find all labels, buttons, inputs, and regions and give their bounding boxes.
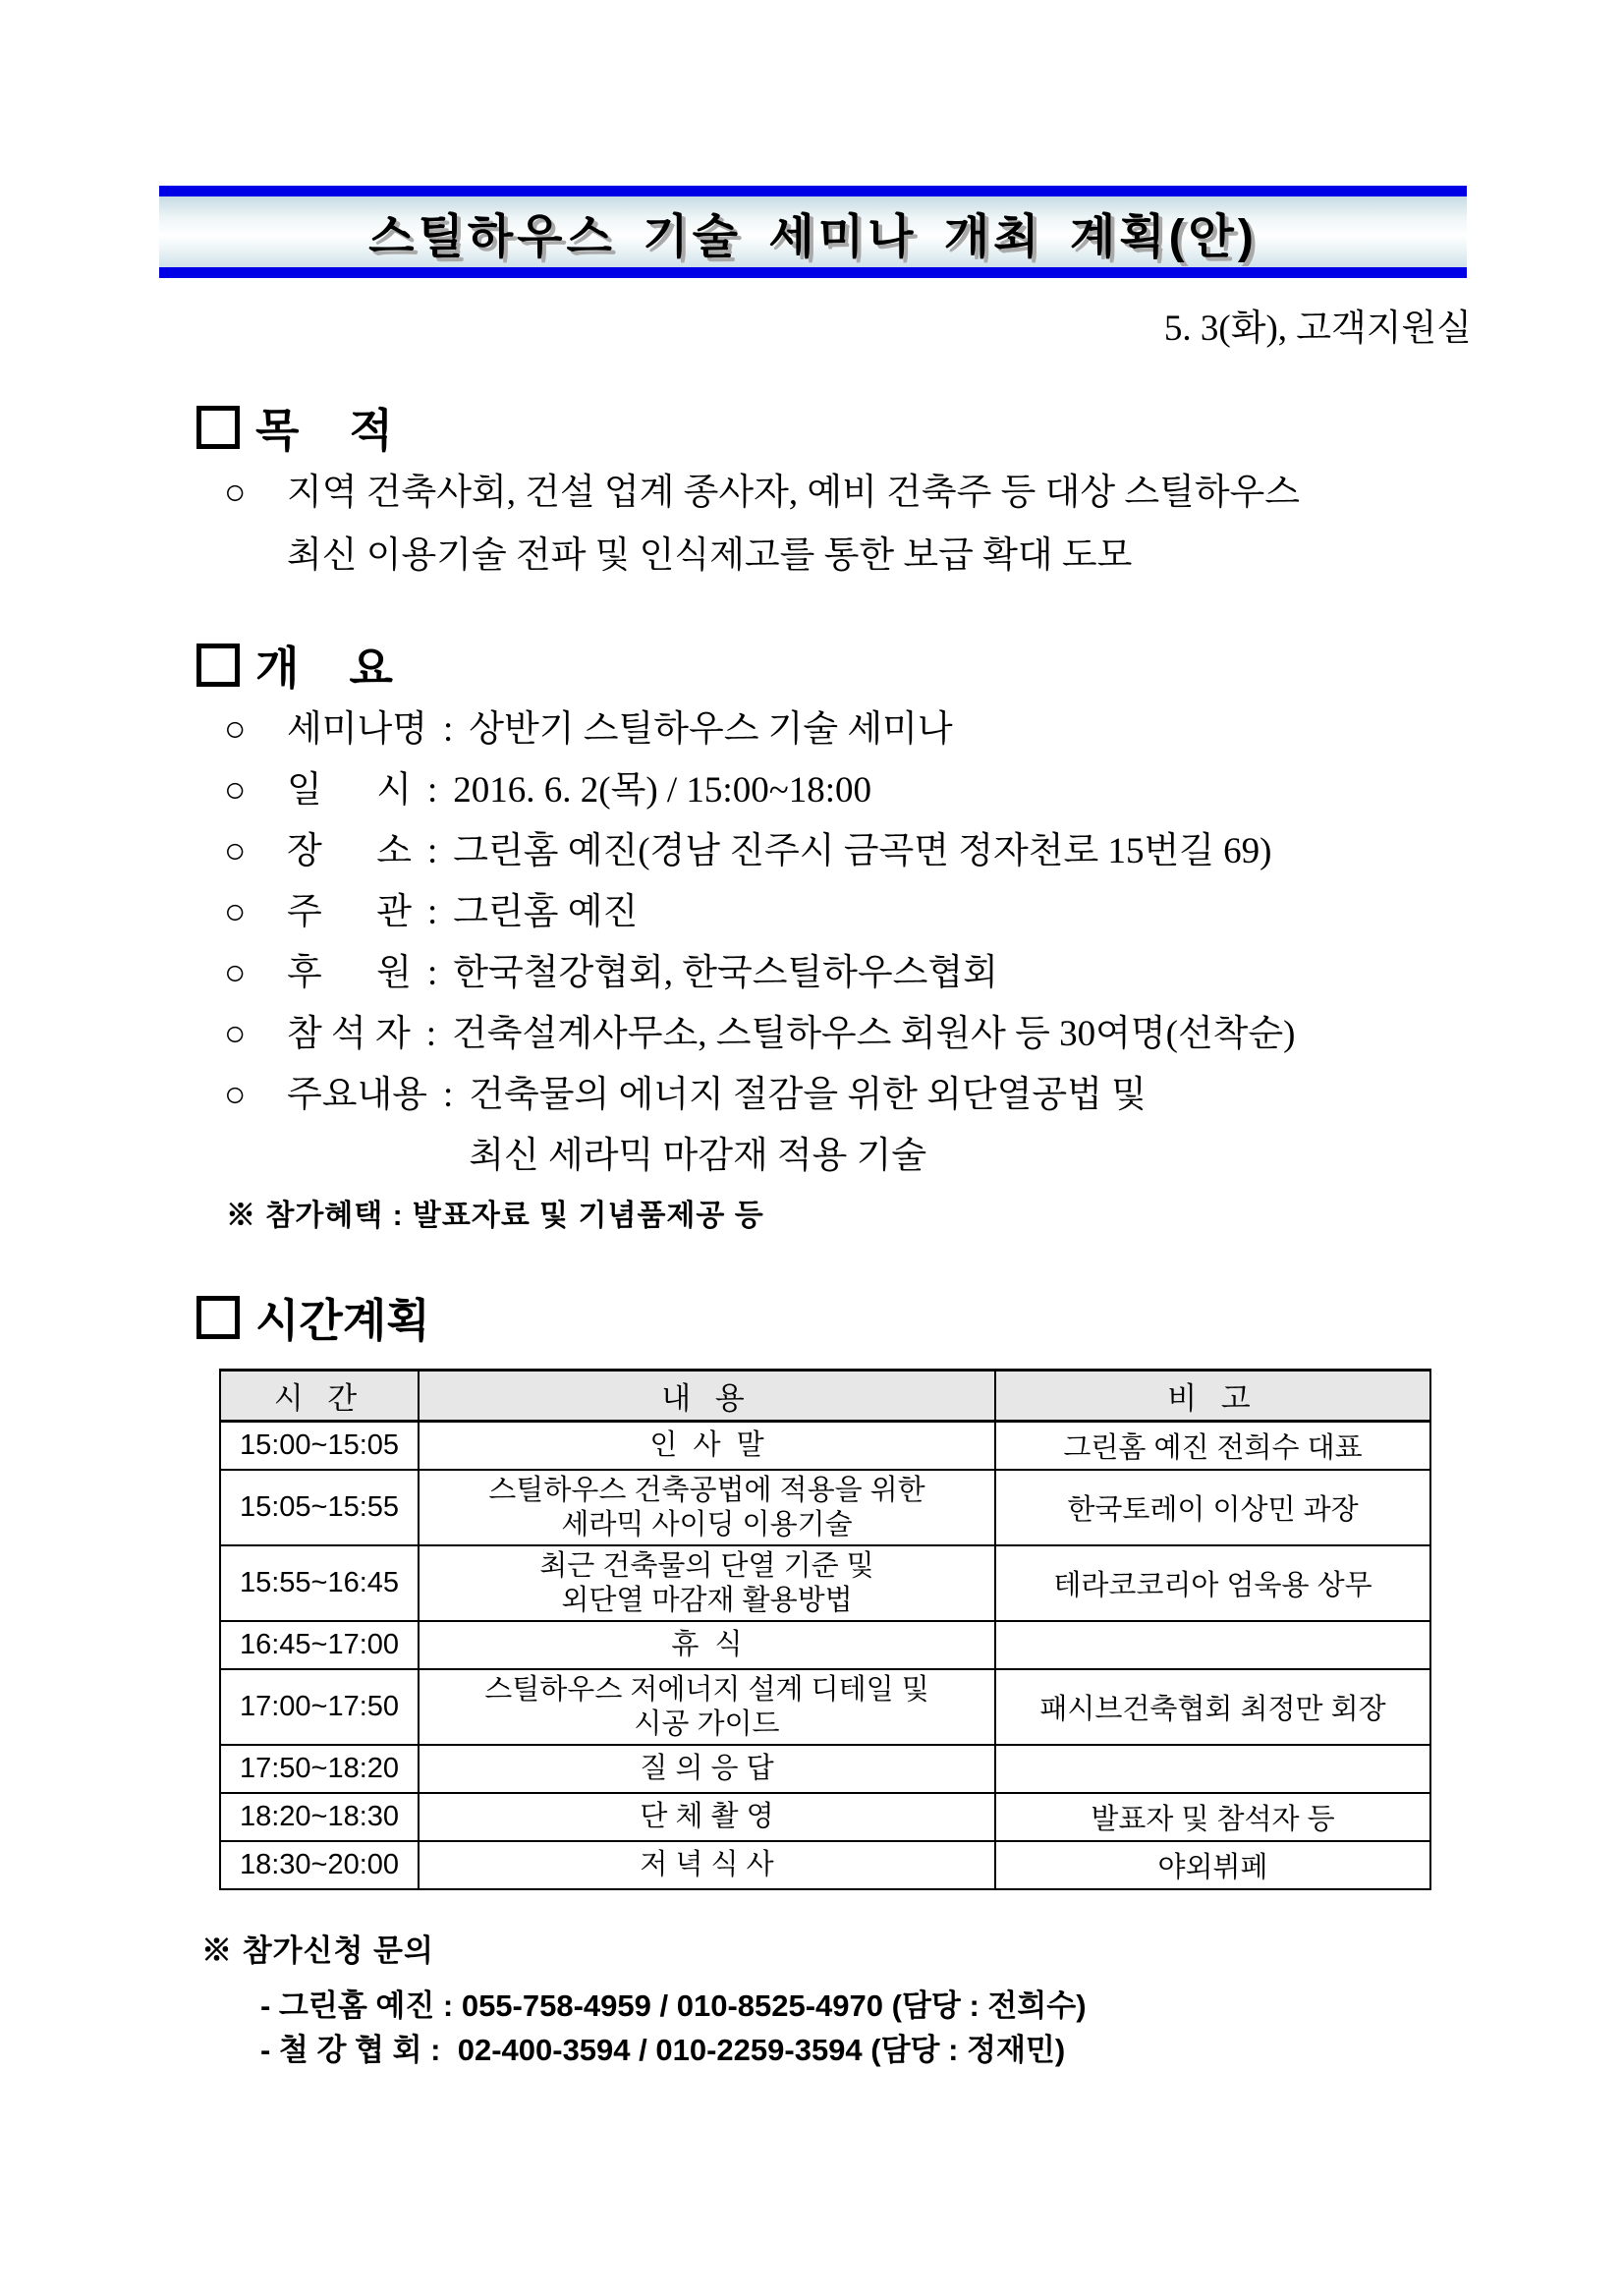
session-content-cell bbox=[419, 1745, 995, 1793]
overview-item-value bbox=[453, 760, 871, 821]
table-row bbox=[220, 1745, 1430, 1793]
content-line: 최근 건축물의 단열 기준 및 bbox=[539, 1549, 874, 1582]
session-content-cell bbox=[419, 1669, 995, 1745]
overview-item-value bbox=[453, 821, 1271, 882]
overview-item-separator: : bbox=[426, 892, 438, 932]
overview-value-line: 건축설계사무소, 스틸하우스 회원사 등 30여명(선착순) bbox=[452, 1014, 1296, 1054]
section-heading-purpose bbox=[196, 395, 393, 460]
section-heading-overview bbox=[196, 633, 393, 698]
session-content-cell bbox=[419, 1470, 995, 1545]
overview-item-value bbox=[453, 882, 638, 943]
circle-bullet-icon: ○ bbox=[224, 770, 247, 811]
overview-value-line: 한국철강협회, 한국스틸하우스협회 bbox=[453, 953, 998, 993]
session-note-cell: 한국토레이 이상민 과장 bbox=[995, 1470, 1430, 1545]
overview-item-separator: : bbox=[442, 1075, 454, 1115]
banner-background bbox=[159, 196, 1467, 267]
overview-value-line: 2016. 6. 2(목) / 15:00~18:00 bbox=[453, 770, 872, 811]
date-department-line: 5. 3(화), 고객지원실 bbox=[1163, 308, 1472, 349]
circle-bullet-icon: ○ bbox=[224, 892, 247, 932]
overview-value-line: 건축물의 에너지 절감을 위한 외단열공법 및 bbox=[469, 1075, 1147, 1115]
overview-item bbox=[224, 700, 1521, 760]
overview-item bbox=[224, 943, 1521, 1004]
session-note-cell: 패시브건축협회 최정만 회장 bbox=[995, 1669, 1430, 1745]
circle-bullet-icon: ○ bbox=[224, 709, 247, 750]
overview-item-label: 참 석 자 bbox=[287, 1014, 411, 1054]
square-bullet-icon bbox=[196, 1296, 240, 1339]
session-content-cell bbox=[419, 1422, 995, 1471]
table-row bbox=[220, 1793, 1430, 1841]
session-note-cell: 그린홈 예진 전희수 대표 bbox=[995, 1422, 1430, 1471]
session-time-cell: 18:20~18:30 bbox=[220, 1793, 419, 1841]
content-line: 세라믹 사이딩 이용기술 bbox=[561, 1508, 853, 1540]
session-note-cell: 테라코코리아 엄욱용 상무 bbox=[995, 1545, 1430, 1621]
schedule-table bbox=[219, 1369, 1431, 1890]
table-column-header: 시 간 bbox=[220, 1371, 419, 1422]
circle-bullet-icon: ○ bbox=[224, 1014, 247, 1054]
overview-item-value bbox=[453, 943, 998, 1004]
session-time-cell: 17:50~18:20 bbox=[220, 1745, 419, 1793]
purpose-heading-text: 목 적 bbox=[255, 405, 393, 456]
contact-line: - 그린홈 예진 : 055-758-4959 / 010-8525-4970 (담당 : 전희수) bbox=[260, 1988, 1087, 2023]
session-time-cell: 15:00~15:05 bbox=[220, 1422, 419, 1471]
purpose-body bbox=[224, 462, 1501, 588]
table-row bbox=[220, 1545, 1430, 1621]
table-row bbox=[220, 1422, 1430, 1471]
overview-item-label: 세미나명 bbox=[287, 709, 427, 750]
content-line: 인 사 말 bbox=[649, 1429, 764, 1461]
overview-item-separator: : bbox=[426, 831, 438, 871]
session-content-cell bbox=[419, 1621, 995, 1669]
square-bullet-icon bbox=[196, 644, 240, 687]
purpose-item bbox=[224, 462, 1501, 588]
contact-lines bbox=[260, 1984, 1087, 2072]
overview-item bbox=[224, 1004, 1521, 1065]
square-bullet-icon bbox=[196, 406, 240, 449]
overview-heading-text: 개 요 bbox=[255, 643, 393, 694]
session-note-cell bbox=[995, 1621, 1430, 1669]
session-content-cell bbox=[419, 1545, 995, 1621]
overview-item-label: 후 원 bbox=[287, 953, 412, 993]
table-row bbox=[220, 1470, 1430, 1545]
overview-item-label: 주요내용 bbox=[287, 1075, 427, 1115]
circle-bullet-icon: ○ bbox=[224, 831, 247, 871]
section-heading-schedule bbox=[196, 1285, 430, 1350]
contact-section bbox=[201, 1926, 1087, 2072]
session-note-cell: 발표자 및 참석자 등 bbox=[995, 1793, 1430, 1841]
content-line: 스틸하우스 건축공법에 적용을 위한 bbox=[488, 1474, 925, 1506]
table-row bbox=[220, 1841, 1430, 1889]
content-line: 휴 식 bbox=[671, 1629, 743, 1660]
purpose-text bbox=[287, 462, 1300, 588]
overview-item bbox=[224, 760, 1521, 821]
benefit-note: ※ 참가혜택 : 발표자료 및 기념품제공 등 bbox=[226, 1200, 764, 1232]
overview-item-separator: : bbox=[442, 709, 454, 750]
contact-line: - 철 강 협 회 : 02-400-3594 / 010-2259-3594 (담당 : 정재민) bbox=[260, 2033, 1066, 2067]
content-line: 단 체 촬 영 bbox=[640, 1801, 774, 1832]
purpose-line: 지역 건축사회, 건설 업계 종사자, 예비 건축주 등 대상 스틸하우스 bbox=[287, 473, 1301, 513]
overview-list bbox=[224, 700, 1521, 1187]
session-time-cell: 18:30~20:00 bbox=[220, 1841, 419, 1889]
overview-value-line: 상반기 스틸하우스 기술 세미나 bbox=[469, 709, 953, 750]
overview-item-separator: : bbox=[425, 1014, 437, 1054]
content-line: 질 의 응 답 bbox=[640, 1753, 774, 1784]
session-content-cell bbox=[419, 1841, 995, 1889]
overview-item-value bbox=[452, 1004, 1295, 1065]
content-line: 저 녁 식 사 bbox=[640, 1849, 774, 1880]
overview-value-line: 그린홈 예진 bbox=[453, 892, 639, 932]
table-row bbox=[220, 1621, 1430, 1669]
table-header-row bbox=[220, 1371, 1430, 1422]
table-column-header: 내 용 bbox=[419, 1371, 995, 1422]
table-column-header: 비 고 bbox=[995, 1371, 1430, 1422]
overview-item-label: 일 시 bbox=[287, 770, 412, 811]
banner-top-rule bbox=[159, 186, 1467, 196]
session-time-cell: 17:00~17:50 bbox=[220, 1669, 419, 1745]
session-note-cell bbox=[995, 1745, 1430, 1793]
session-note-cell: 야외뷔페 bbox=[995, 1841, 1430, 1889]
overview-value-line: 최신 세라믹 마감재 적용 기술 bbox=[469, 1136, 927, 1176]
overview-item-value bbox=[469, 1065, 1147, 1187]
schedule-heading-text: 시간계획 bbox=[255, 1295, 430, 1346]
overview-item-separator: : bbox=[426, 953, 438, 993]
banner-bottom-rule bbox=[159, 267, 1467, 278]
contact-heading: ※ 참가신청 문의 bbox=[201, 1933, 434, 1968]
purpose-line: 최신 이용기술 전파 및 인식제고를 통한 보급 확대 도모 bbox=[287, 535, 1133, 576]
circle-bullet-icon: ○ bbox=[224, 953, 247, 993]
overview-item-separator: : bbox=[426, 770, 438, 811]
circle-bullet-icon: ○ bbox=[224, 1075, 247, 1115]
content-line: 외단열 마감재 활용방법 bbox=[561, 1584, 853, 1616]
content-line: 스틸하우스 저에너지 설계 디테일 및 bbox=[484, 1673, 929, 1706]
content-line: 시공 가이드 bbox=[634, 1708, 780, 1740]
overview-item bbox=[224, 1065, 1521, 1187]
overview-value-line: 그린홈 예진(경남 진주시 금곡면 정자천로 15번길 69) bbox=[453, 831, 1272, 871]
overview-item bbox=[224, 821, 1521, 882]
title-banner bbox=[159, 186, 1467, 278]
session-time-cell: 15:55~16:45 bbox=[220, 1545, 419, 1621]
session-content-cell bbox=[419, 1793, 995, 1841]
overview-item-label: 주 관 bbox=[287, 892, 412, 932]
document-title: 스틸하우스 기술 세미나 개최 계획(안) bbox=[368, 210, 1258, 263]
overview-item bbox=[224, 882, 1521, 943]
table-row bbox=[220, 1669, 1430, 1745]
circle-bullet-icon: ○ bbox=[224, 473, 247, 513]
overview-item-value bbox=[469, 700, 952, 760]
session-time-cell: 16:45~17:00 bbox=[220, 1621, 419, 1669]
session-time-cell: 15:05~15:55 bbox=[220, 1470, 419, 1545]
overview-item-label: 장 소 bbox=[287, 831, 412, 871]
